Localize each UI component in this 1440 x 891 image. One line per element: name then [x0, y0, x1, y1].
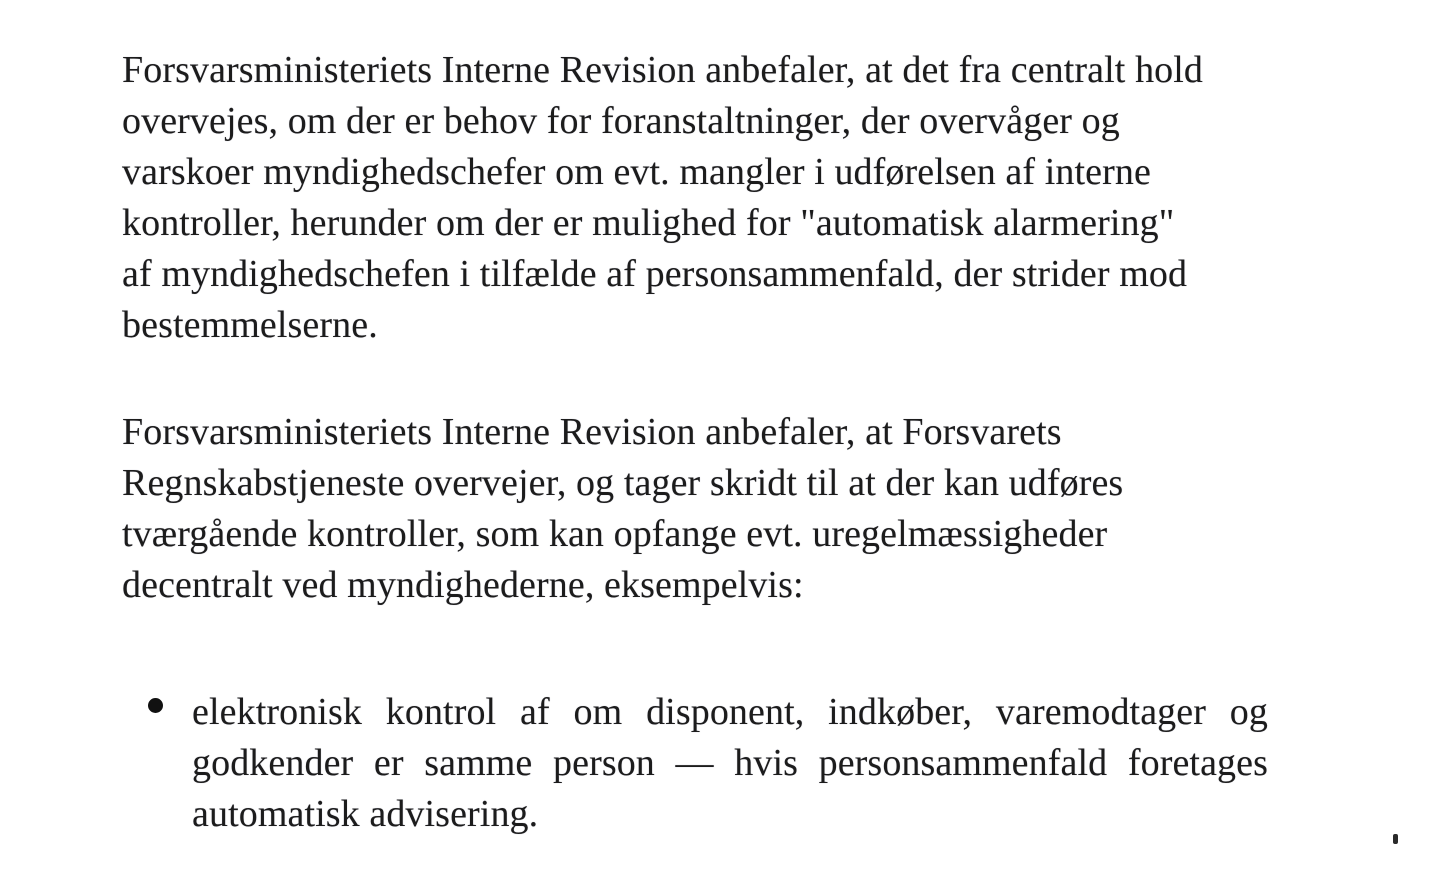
text-line: kontroller, herunder om der er mulighed for "automatisk alarmering": [122, 202, 1175, 244]
text-line: af myndighedschefen i tilfælde af personsammenfald, der strider mod: [122, 253, 1188, 295]
text-line: godkender er samme person — hvis personsammenfald foretages: [192, 742, 1268, 784]
text-line: elektronisk kontrol af om disponent, indkøber, varemodtager og: [192, 691, 1268, 733]
paragraph-recommendation-1: [122, 45, 1203, 351]
paragraph-recommendation-2: [122, 407, 1123, 611]
bullet-item: [192, 687, 1268, 840]
text-line: Forsvarsministeriets Interne Revision anbefaler, at det fra centralt hold: [122, 49, 1204, 91]
text-line: Forsvarsministeriets Interne Revision anbefaler, at Forsvarets: [122, 411, 1062, 453]
text-line: bestemmelserne.: [122, 304, 378, 346]
text-line: overvejes, om der er behov for foranstaltninger, der overvåger og: [122, 100, 1120, 142]
text-line: varskoer myndighedschefer om evt. mangler i udførelsen af interne: [122, 151, 1151, 193]
bullet-dot-icon: [148, 698, 163, 713]
stray-ink-mark: [1393, 834, 1398, 844]
text-line: decentralt ved myndighederne, eksempelvis:: [122, 564, 804, 606]
text-line: tværgående kontroller, som kan opfange evt. uregelmæssigheder: [122, 513, 1108, 555]
text-line: Regnskabstjeneste overvejer, og tager skridt til at der kan udføres: [122, 462, 1124, 504]
text-line: automatisk advisering.: [192, 793, 539, 835]
